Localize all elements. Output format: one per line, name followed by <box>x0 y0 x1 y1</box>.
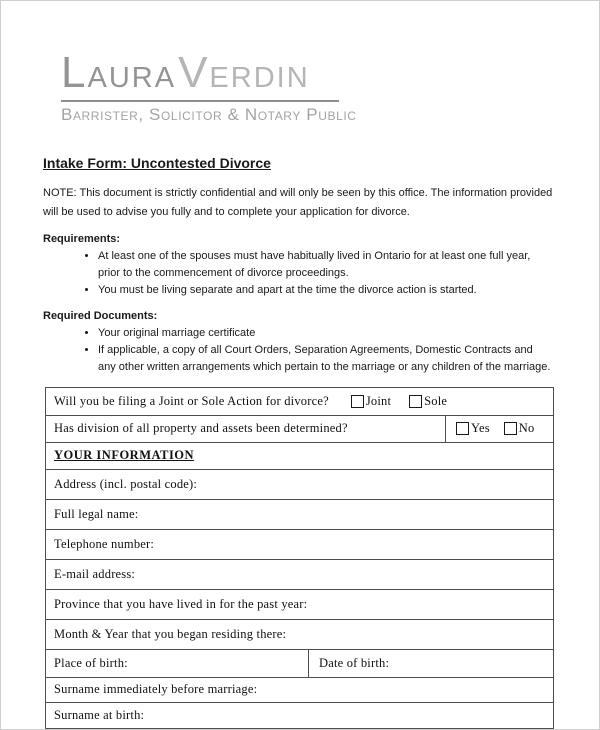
firm-name-first: LAURA <box>61 48 177 97</box>
yes-checkbox-label: Yes <box>471 421 490 436</box>
division-question: Has division of all property and assets been determined? <box>54 421 348 436</box>
list-item: • Your original marriage certificate <box>98 325 559 342</box>
table-section-header <box>46 442 553 469</box>
list-item: • You must be living separate and apart at the time the divorce action is started. <box>98 282 559 299</box>
intake-form-table <box>45 387 554 729</box>
place-of-birth-field-label: Place of birth: <box>54 655 128 670</box>
table-row-address[interactable] <box>46 469 553 499</box>
table-row-surname-before-marriage[interactable] <box>46 677 553 702</box>
firm-tagline: Barrister, Solicitor & Notary Public <box>61 105 357 124</box>
joint-checkbox-label: Joint <box>365 393 392 408</box>
province-field-label: Province that you have lived in for the past year: <box>54 596 308 611</box>
sole-checkbox[interactable] <box>409 395 422 408</box>
sole-option <box>409 394 447 409</box>
table-row-birth[interactable] <box>46 649 553 677</box>
requirements-title: Requirements: <box>43 232 121 245</box>
full-name-field-label: Full legal name: <box>54 506 139 521</box>
required-documents-list <box>1 325 559 376</box>
logo-divider-rule <box>61 100 339 102</box>
surname-at-birth-field-label: Surname at birth: <box>54 707 145 722</box>
table-row-property-division <box>46 415 553 442</box>
table-row-month-year[interactable] <box>46 619 553 649</box>
joint-checkbox[interactable] <box>351 395 364 408</box>
list-item: • If applicable, a copy of all Court Orders, Separation Agreements, Domestic Contracts and any other written arrangements which pertain to the marriage or any children of the marriage. <box>98 342 559 376</box>
no-checkbox-label: No <box>518 421 535 436</box>
firm-name-last: VERDIN <box>178 48 310 97</box>
table-row-surname-at-birth[interactable] <box>46 702 553 728</box>
telephone-field-label: Telephone number: <box>54 536 155 551</box>
division-answer-cell <box>446 421 534 436</box>
requirements-list <box>1 248 559 299</box>
table-row-joint-sole <box>46 388 553 415</box>
table-row-telephone[interactable] <box>46 529 553 559</box>
confidentiality-note: NOTE: This document is strictly confidential and will only be seen by this office. The information provided will be used to advise you fully and to complete your application for divorce. <box>43 186 553 218</box>
address-field-label: Address (incl. postal code): <box>54 476 198 491</box>
surname-before-marriage-field-label: Surname immediately before marriage: <box>54 682 258 697</box>
division-question-cell <box>46 416 446 442</box>
table-row-full-name[interactable] <box>46 499 553 529</box>
table-row-email[interactable] <box>46 559 553 589</box>
joint-option <box>351 394 391 409</box>
firm-logo <box>61 48 599 97</box>
month-year-field-label: Month & Year that you began residing there: <box>54 626 287 641</box>
email-field-label: E-mail address: <box>54 566 136 581</box>
date-of-birth-cell[interactable] <box>309 656 389 671</box>
form-title: Intake Form: Uncontested Divorce <box>43 154 271 171</box>
joint-sole-question: Will you be filing a Joint or Sole Action for divorce? <box>54 393 329 408</box>
yes-option <box>456 421 490 436</box>
required-documents-title: Required Documents: <box>43 309 158 322</box>
list-item: • At least one of the spouses must have habitually lived in Ontario for at least one full year, prior to the commencement of divorce proceedings. <box>98 248 559 282</box>
no-checkbox[interactable] <box>504 422 517 435</box>
yes-checkbox[interactable] <box>456 422 469 435</box>
date-of-birth-field-label: Date of birth: <box>319 655 390 670</box>
no-option <box>504 421 535 436</box>
sole-checkbox-label: Sole <box>424 393 448 408</box>
place-of-birth-cell[interactable] <box>46 650 309 677</box>
firm-name <box>61 48 599 97</box>
table-row-province[interactable] <box>46 589 553 619</box>
your-information-header: YOUR INFORMATION <box>54 448 195 463</box>
